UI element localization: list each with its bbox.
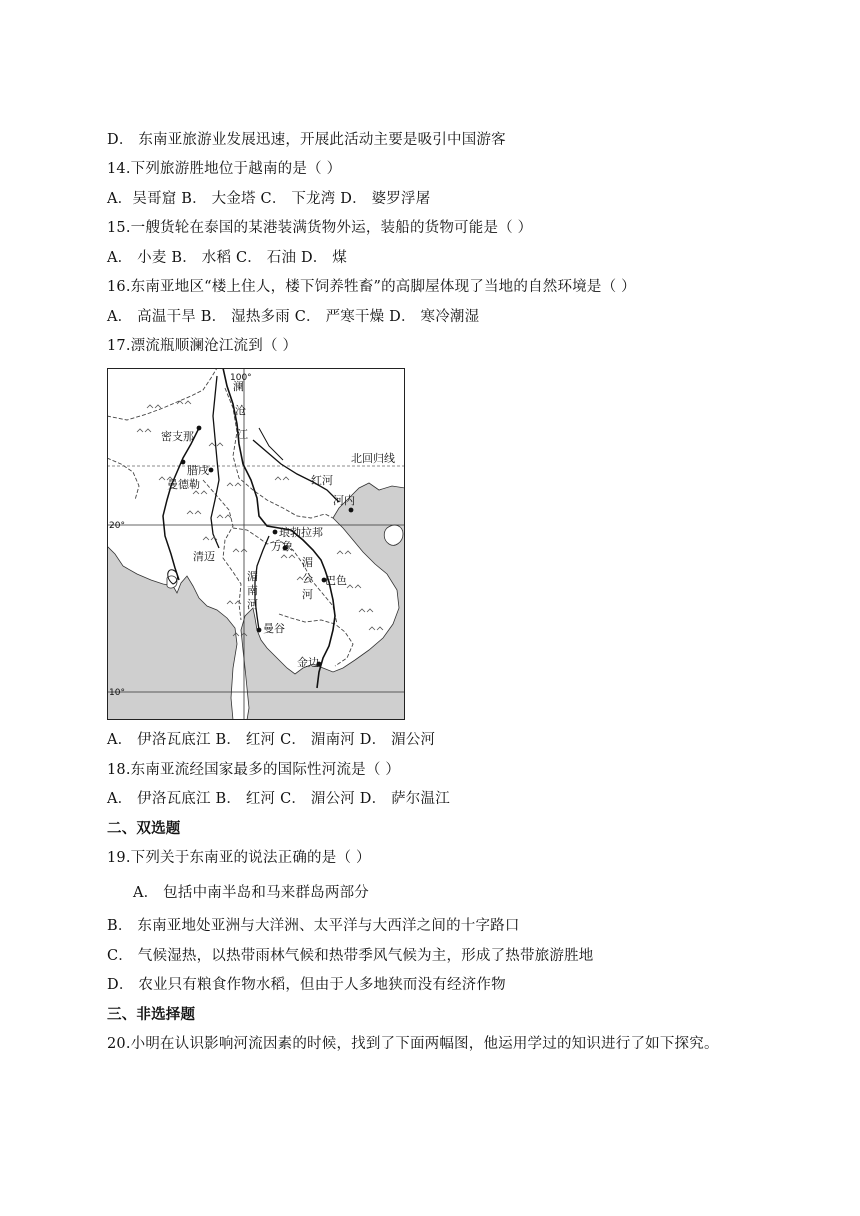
- question-16: 16.东南亚地区“楼上住人，楼下饲养牲畜”的高脚屋体现了当地的自然环境是（ ）: [107, 279, 636, 295]
- latitude-20-label: 20°: [109, 521, 125, 531]
- city-mandalay: 曼德勒: [167, 478, 200, 491]
- line-d-tourism: D． 东南亚旅游业发展迅速，开展此活动主要是吸引中国游客: [107, 132, 506, 148]
- city-vientiane: 万象: [271, 540, 293, 553]
- city-luangprabang: 琅勃拉邦: [279, 526, 323, 539]
- mekong-char-1: 湄: [302, 556, 313, 569]
- mekong-region-map: [107, 368, 405, 720]
- option-19-b: B． 东南亚地处亚洲与大洋洲、太平洋与大西洋之间的十字路口: [107, 918, 520, 934]
- longitude-100-label: 100°: [230, 373, 252, 383]
- option-19-a: A． 包括中南半岛和马来群岛两部分: [133, 885, 369, 901]
- mekong-char-2: 公: [302, 572, 313, 585]
- tropic-of-cancer-label: 北回归线: [351, 452, 395, 465]
- question-15: 15.一艘货轮在泰国的某港装满货物外运，装船的货物可能是（ ）: [107, 220, 533, 236]
- city-chiangmai: 清迈: [193, 550, 215, 563]
- question-19: 19.下列关于东南亚的说法正确的是（ ）: [107, 850, 371, 866]
- menam-char-1: 湄: [247, 570, 258, 583]
- lancang-char-1: 澜: [233, 380, 244, 393]
- menam-char-2: 南: [247, 584, 258, 597]
- latitude-10-label: 10°: [109, 688, 125, 698]
- city-hanoi: 河内: [333, 494, 355, 507]
- red-river-label: 红河: [311, 474, 333, 487]
- city-lashio: 腊戌: [187, 464, 209, 477]
- option-19-d: D． 农业只有粮食作物水稻，但由于人多地狭而没有经济作物: [107, 977, 506, 993]
- section-non-choice: 三、非选择题: [107, 1006, 196, 1023]
- section-double-choice: 二、双选题: [107, 820, 181, 837]
- city-bangkok: 曼谷: [263, 622, 285, 635]
- options-16: A． 高温干旱 B． 湿热多雨 C． 严寒干燥 D． 寒冷潮湿: [107, 309, 480, 325]
- option-19-c: C． 气候湿热，以热带雨林气候和热带季风气候为主，形成了热带旅游胜地: [107, 948, 594, 964]
- options-15: A． 小麦 B． 水稻 C． 石油 D． 煤: [107, 250, 348, 266]
- city-myitkyina: 密支那: [161, 430, 194, 443]
- question-17: 17.漂流瓶顺澜沧江流到（ ）: [107, 338, 298, 354]
- city-pakse: 巴色: [325, 574, 347, 587]
- mekong-char-3: 河: [302, 588, 313, 601]
- question-14: 14.下列旅游胜地位于越南的是（ ）: [107, 161, 342, 177]
- question-18: 18.东南亚流经国家最多的国际性河流是（ ）: [107, 762, 401, 778]
- menam-char-3: 河: [247, 598, 258, 611]
- options-14: A．吴哥窟 B． 大金塔 C． 下龙湾 D． 婆罗浮屠: [107, 191, 431, 207]
- lancang-char-3: 江: [237, 428, 248, 441]
- lancang-char-2: 沧: [235, 404, 246, 417]
- options-17: A． 伊洛瓦底江 B． 红河 C． 湄南河 D． 湄公河: [107, 732, 436, 748]
- question-20: 20.小明在认识影响河流因素的时候，找到了下面两幅图，他运用学过的知识进行了如下探究。: [107, 1036, 719, 1052]
- options-18: A． 伊洛瓦底江 B． 红河 C． 湄公河 D． 萨尔温江: [107, 791, 450, 807]
- city-phnompenh: 金边: [297, 656, 319, 669]
